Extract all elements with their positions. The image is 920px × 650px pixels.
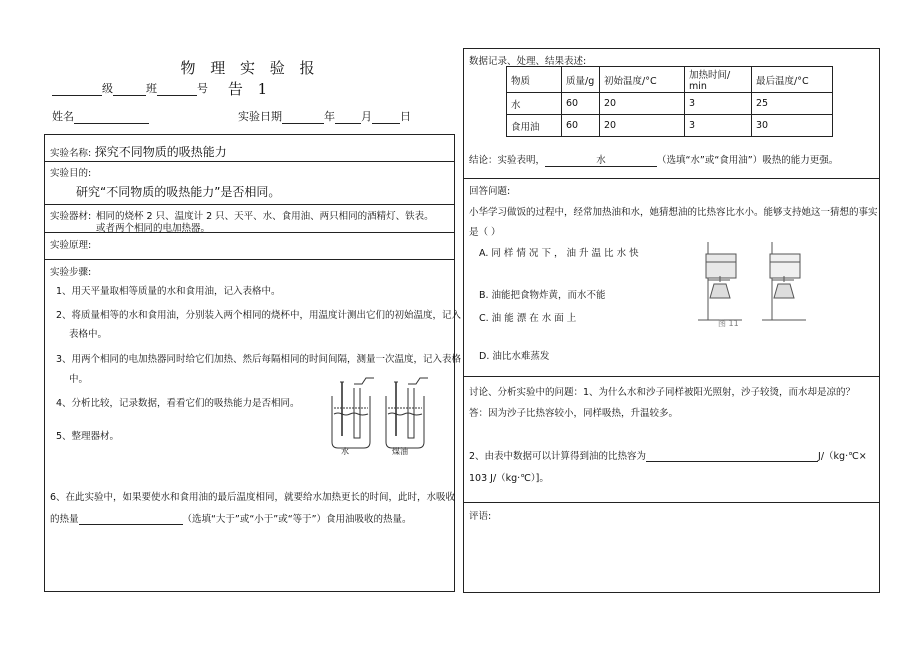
- table-header: 初始温度/°C: [600, 67, 685, 93]
- heating-setup-figure: [690, 236, 822, 330]
- table-header: 质量/g: [562, 67, 600, 93]
- table-cell: 30: [752, 115, 833, 137]
- question-6-line-2: [50, 511, 412, 525]
- equipment-line-2: 或者两个相同的电加热器。: [96, 223, 211, 234]
- number-label: 号: [197, 82, 208, 95]
- conclusion-line: [469, 152, 838, 167]
- grade-class-line: [52, 80, 208, 96]
- table-cell: 3: [685, 93, 752, 115]
- page-title: 物 理 实 验 报 告 1: [180, 59, 320, 98]
- table-header: 加热时间/ min: [685, 67, 752, 93]
- conclusion-answer[interactable]: 水: [545, 152, 657, 167]
- table-cell: 水: [507, 93, 562, 115]
- question-intro-line-1: 小华学习做饭的过程中，经常加热油和水，她猜想油的比热容比水小。能够支持她这一猜想的事实: [469, 207, 878, 218]
- q6-suffix: （选填“大于”或“小于”或“等于”）食用油吸收的热量。: [182, 514, 412, 525]
- table-header: 最后温度/°C: [752, 67, 833, 93]
- divider: [44, 259, 455, 260]
- data-table: [506, 66, 833, 137]
- q6-answer-blank[interactable]: [79, 512, 183, 525]
- step-2-cont: 表格中。: [69, 329, 108, 340]
- water-beaker: [332, 396, 370, 448]
- question-6-line-1: 6、在此实验中，如果要使水和食用油的最后温度相同，就要给水加热更长的时间，此时，水吸收: [50, 492, 456, 503]
- comment-label: 评语:: [469, 511, 492, 522]
- q6-prefix: 的热量: [50, 514, 79, 525]
- table-cell: 60: [562, 93, 600, 115]
- q2-prefix: 2、由表中数据可以计算得到油的比热容为: [469, 451, 647, 462]
- table-cell: 3: [685, 115, 752, 137]
- day-label: 日: [400, 110, 411, 123]
- grade-blank[interactable]: [52, 83, 102, 96]
- divider: [463, 502, 880, 503]
- equipment-label: 实验器材:: [50, 211, 92, 222]
- table-row: [507, 93, 833, 115]
- divider: [463, 178, 880, 179]
- divider: [44, 204, 455, 205]
- q2-answer-blank[interactable]: [646, 449, 818, 462]
- table-cell: 20: [600, 93, 685, 115]
- step-2: 2、将质量相等的水和食用油，分别装入两个相同的烧杯中，用温度计测出它们的初始温度，记入: [56, 310, 462, 321]
- option-a[interactable]: A. 同 样 情 况 下 ， 油 升 温 比 水 快: [479, 248, 639, 259]
- beaker-label-oil: 煤油: [392, 447, 408, 456]
- day-blank[interactable]: [372, 111, 400, 124]
- q2-suffix: J/（kg·℃×: [818, 451, 867, 462]
- question-intro-line-2: 是（ ）: [469, 227, 501, 238]
- divider: [463, 376, 880, 377]
- experiment-name-row: [50, 143, 227, 160]
- class-label: 班: [146, 82, 157, 95]
- step-4: 4、分析比较，记录数据，看看它们的吸热能力是否相同。: [56, 398, 300, 409]
- step-5: 5、整理器材。: [56, 431, 120, 442]
- table-cell: 60: [562, 115, 600, 137]
- year-label: 年: [324, 110, 335, 123]
- date-line: [238, 108, 411, 124]
- table-header-row: [507, 67, 833, 93]
- name-label: 姓名: [52, 110, 74, 123]
- beaker-label-water: 水: [341, 447, 349, 456]
- question-2-line-1: [469, 448, 867, 462]
- oil-beaker: [386, 396, 424, 448]
- grade-label: 级: [102, 82, 113, 95]
- date-label: 实验日期: [238, 110, 282, 123]
- conclusion-suffix: （选填“水”或“食用油”）吸热的能力更强。: [657, 155, 839, 166]
- figure-caption: 图 11: [718, 319, 739, 328]
- year-blank[interactable]: [282, 111, 324, 124]
- purpose-value: 研究“不同物质的吸热能力”是否相同。: [76, 185, 281, 199]
- experiment-name-value: 探究不同物质的吸热能力: [94, 145, 227, 159]
- month-blank[interactable]: [335, 111, 361, 124]
- principle-label: 实验原理:: [50, 240, 92, 251]
- class-blank[interactable]: [113, 83, 146, 96]
- table-row: [507, 115, 833, 137]
- month-label: 月: [361, 110, 372, 123]
- option-d[interactable]: D. 油比水难蒸发: [479, 351, 550, 362]
- questions-label: 回答问题:: [469, 186, 511, 197]
- number-blank[interactable]: [157, 83, 197, 96]
- discussion-answer-1: 答：因为沙子比热容较小，同样吸热，升温较多。: [469, 408, 679, 419]
- question-2-line-2: 103 J/（kg·℃）]。: [469, 473, 549, 484]
- step-3: 3、用两个相同的电加热器同时给它们加热、然后每隔相同的时间间隔，测量一次温度，记入表格: [56, 354, 462, 365]
- table-cell: 25: [752, 93, 833, 115]
- name-line: [52, 108, 149, 124]
- divider: [44, 161, 455, 162]
- step-3-cont: 中。: [69, 374, 89, 385]
- option-b[interactable]: B. 油能把食物炸黄，而水不能: [479, 290, 606, 301]
- steps-label: 实验步骤:: [50, 267, 92, 278]
- experiment-name-label: 实验名称:: [50, 148, 92, 159]
- conclusion-prefix: 结论：实验表明，: [469, 155, 546, 166]
- discussion-question-1: 讨论、分析实验中的问题：1、为什么水和沙子同样被阳光照射，沙子较烫，而水却是凉的？: [469, 387, 856, 398]
- table-cell: 食用油: [507, 115, 562, 137]
- option-c[interactable]: C. 油 能 漂 在 水 面 上: [479, 313, 577, 324]
- table-header: 物质: [507, 67, 562, 93]
- table-cell: 20: [600, 115, 685, 137]
- name-blank[interactable]: [74, 111, 149, 124]
- equipment-line-1: 相同的烧杯 2 只、温度计 2 只、天平、水、食用油、两只相同的酒精灯、铁表。: [96, 211, 434, 222]
- data-record-label: 数据记录、处理、结果表述:: [469, 56, 587, 67]
- step-1: 1、用天平量取相等质量的水和食用油，记入表格中。: [56, 286, 281, 297]
- purpose-label: 实验目的:: [50, 168, 92, 179]
